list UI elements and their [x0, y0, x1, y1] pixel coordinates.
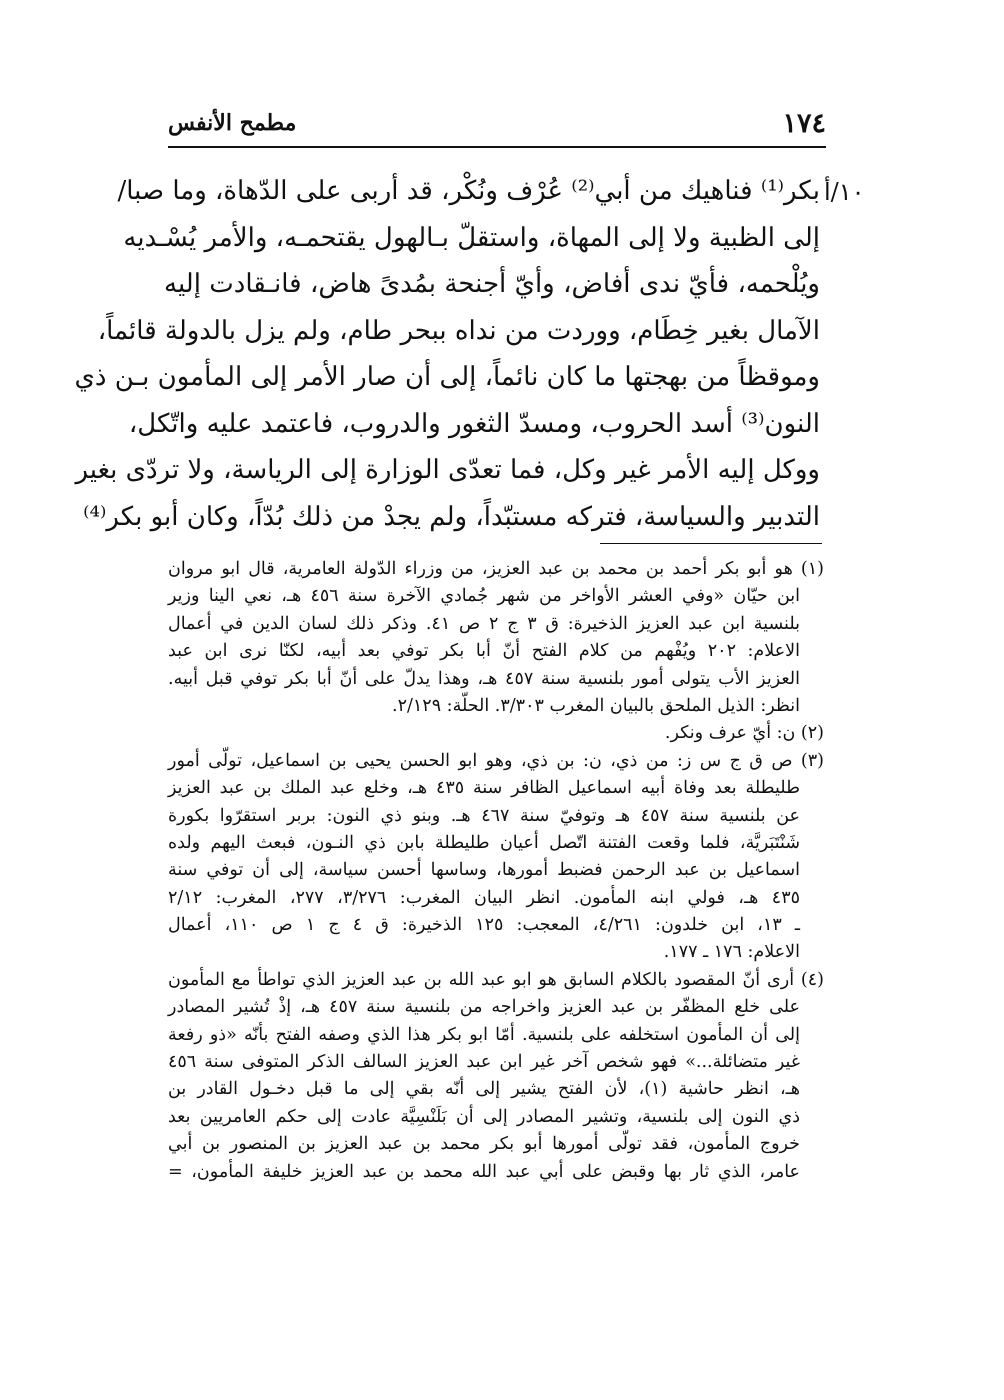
page-number: ١٧٤: [782, 108, 826, 139]
footnote-line: شَنْتَبَريَّة، فلما وقعت الفتنة اتّصل أعيان طليطلة بابن ذي النـون، فبعث اليهم ولده: [168, 832, 800, 853]
main-text-line: ويُلْحمه، فأيّ ندى أفاض، وأيّ أجنحة بمُدىً هاض، فانـقادت إليه: [164, 269, 820, 299]
footnote-line: ابن حيّان «وفي العشر الأواخر من شهر جُمادي الآخرة سنة ٤٥٦ هـ، نعي الينا وزير: [168, 586, 801, 607]
footnote-4: [168, 967, 824, 1186]
footnote-line: عن بلنسية سنة ٤٥٧ هـ وتوفيّ سنة ٤٦٧ هـ. وبنو ذي النون: بربر استقرّوا بكورة: [168, 805, 800, 826]
footnote-line: بلنسية ابن عبد العزيز الذخيرة: ق ٣ ج ٢ ص ٤١. وذكر ذلك لسان الدين في أعمال: [168, 613, 800, 634]
main-text-line: التدبير والسياسة، فتركه مستبّداً، ولم يجدْ من ذلك بُدّاً، وكان أبو بكر⁽⁴⁾: [83, 501, 820, 532]
footnotes: [168, 556, 824, 1186]
footnote-line: طليطلة بعد وفاة أبيه اسماعيل الظافر سنة ٤٣٥ هـ، وخلع عبد الملك بن عبد العزيز: [168, 778, 800, 799]
manuscript-folio-ref: ١٠/أ: [824, 178, 865, 206]
footnote-line: انظر: الذيل الملحق بالبيان المغرب ٣/٣٠٣. الحلّة: ٢/١٢٩.: [392, 695, 800, 716]
footnote-line: ذي النون إلى بلنسية، وتشير المصادر إلى أن بَلَنْسِيَّة عادت إلى حكم العامريين بعد: [168, 1106, 800, 1127]
footnote-line: ٤٣٥ هـ، فولي ابنه المأمون. انظر البيان المغرب: ٣/٢٧٦، ٢٧٧، المغرب: ٢/١٢: [168, 887, 800, 908]
footnote-line: (١) هو أبو بكر أحمد بن محمد بن عبد العزيز، من وزراء الدّولة العامرية، قال ابو مروان: [168, 559, 824, 579]
footnote-1: [168, 556, 824, 720]
main-text-line: إلى الظبية ولا إلى المهاة، واستقلّ بـالهول يقتحمـه، والأمر يُسْـديه: [123, 222, 820, 253]
footnote-line: العزيز الأب يتولى أمور بلنسية سنة ٤٥٧ هـ، وهذا يدلّ على أنّ أبا بكر توفي قبل أبيه.: [168, 668, 800, 689]
footnote-line: إلى أن المأمون استخلفه على بلنسية. أمّا ابو بكر هذا الذي وصفه الفتح بأنّه «ذو رفعة: [168, 1024, 800, 1045]
footnote-2: [168, 720, 824, 747]
footnote-line: هـ، انظر حاشية (١)، لأن الفتح يشير إلى أنّه بقي إلى ما قبل دخـول القادر بن: [168, 1079, 800, 1100]
footnote-3: [168, 748, 824, 967]
main-text-line: النون⁽³⁾ أسد الحروب، ومسدّ الثغور والدروب، فاعتمد عليه واتّكل،: [128, 408, 820, 439]
main-text-line: وموقظاً من بهجتها ما كان نائماً، إلى أن صار الأمر إلى المأمون بـن ذي: [74, 362, 820, 392]
footnote-line: (٢) ن: أيّ عرف ونكر.: [664, 723, 824, 744]
footnote-line: الاعلام: ٢٠٢ ويُفْهم من كلام الفتح أنّ أبا بكر توفي بعد أبيه، لكنّا نرى ابن عبد: [168, 641, 800, 662]
footnote-line: اسماعيل بن عبد الرحمن فضبط أمورها، وساسها أحسن سياسة، إلى أن توفي سنة: [168, 860, 800, 881]
footnote-line: ـ ١٣، ابن خلدون: ٤/٢٦١، المعجب: ١٢٥ الذخيرة: ق ٤ ج ١ ص ١١٠، أعمال: [168, 915, 800, 936]
footnote-line: خروج المأمون، فقد تولّى أمورها أبو بكر محمد بن عبد العزيز بن المنصور بن أبي: [168, 1134, 800, 1155]
footnote-line: (٣) ص ق ج س ز: من ذي، ن: بن ذي، وهو ابو الحسن يحيى بن اسماعيل، تولّى أمور: [168, 750, 824, 771]
footnote-line: الاعلام: ١٧٦ ـ ١٧٧.: [663, 942, 800, 963]
footnote-line: (٤) أرى أنّ المقصود بالكلام السابق هو ابو عبد الله بن عبد العزيز الذي تواطأ مع المأمون: [168, 969, 824, 990]
page-header: [168, 108, 826, 142]
running-title: مطمح الأنفس: [168, 110, 297, 136]
header-rule: [168, 146, 826, 148]
footnote-line: على خلع المظفّر بن عبد العزيز واخراجه من بلنسية سنة ٤٥٧ هـ، إذْ تُشير المصادر: [168, 997, 800, 1018]
main-text-line: بكر⁽¹⁾ فناهيك من أبي⁽²⁾ عُرْف ونُكْر، قد أربى على الدّهاة، وما صبا/: [117, 176, 820, 206]
footnote-line: عامر، الذي ثار بها وقبض على أبي عبد الله محمد بن عبد العزيز خليفة المأمون، =: [168, 1161, 800, 1182]
footnote-separator: [600, 543, 822, 544]
main-text-line: الآمال بغير خِطَام، ووردت من نداه ببحر طام، ولم يزل بالدولة قائماً،: [97, 315, 820, 346]
footnote-line: غير متضائلة...» فهو شخص آخر غير ابن عبد العزيز السالف الذكر المتوفى سنة ٤٥٦: [168, 1052, 800, 1073]
main-text-line: ووكل إليه الأمر غير وكل، فما تعدّى الوزارة إلى الرياسة، ولا تردّى بغير: [75, 455, 820, 485]
main-text: [74, 168, 820, 540]
